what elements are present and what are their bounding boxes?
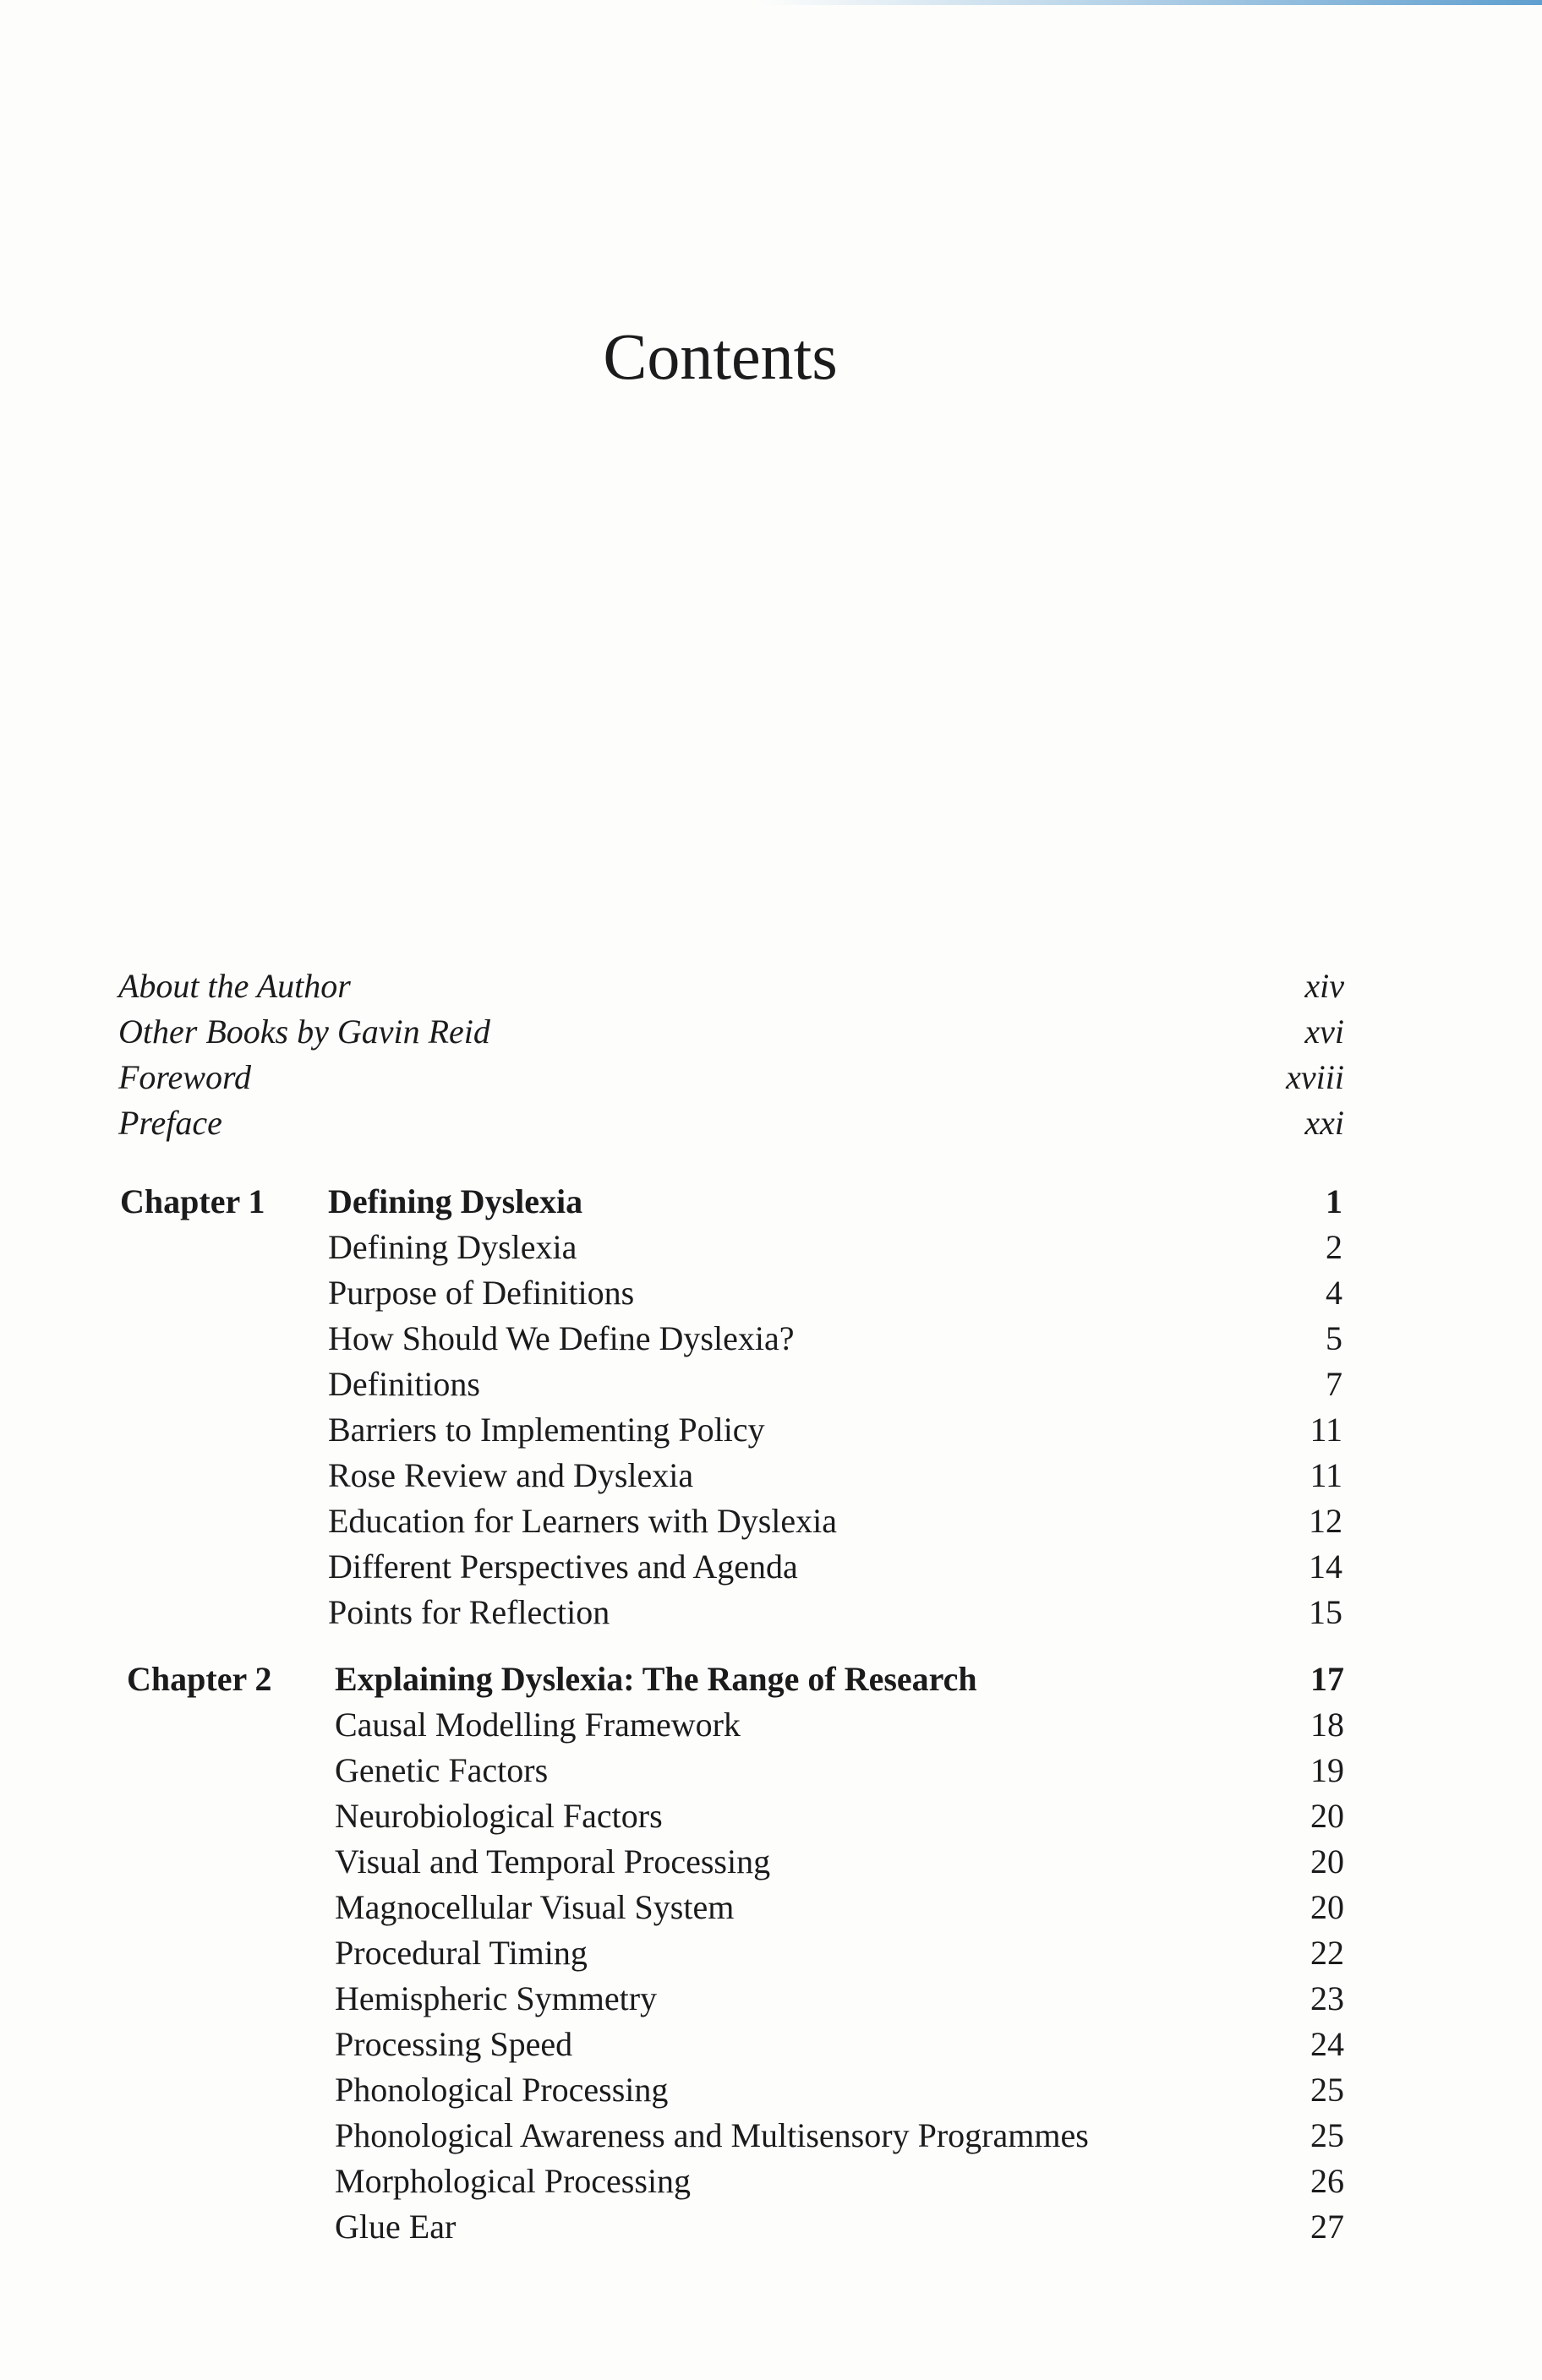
toc-entry-page-number: 19	[1310, 1751, 1344, 1789]
toc-entry-label: Preface	[118, 1104, 222, 1142]
toc-entry-page-number: 27	[1310, 2208, 1344, 2246]
toc-entry-label: Hemispheric Symmetry	[335, 1979, 658, 2017]
toc-entry-page-number: 26	[1310, 2162, 1344, 2200]
toc-entry-label: Magnocellular Visual System	[335, 1888, 735, 1926]
toc-entry-page-number: 11	[1310, 1411, 1342, 1449]
toc-section-entry[interactable]	[328, 1362, 1342, 1407]
toc-entry-label: Points for Reflection	[328, 1593, 610, 1631]
toc-entry-page-number: 5	[1326, 1319, 1342, 1357]
toc-entry-page-number: 22	[1310, 1934, 1344, 1972]
page-title: Contents	[603, 319, 838, 393]
toc-entry-page-number: xiv	[1304, 967, 1344, 1005]
toc-section-entry[interactable]	[335, 1930, 1344, 1976]
toc-entry-label: Foreword	[118, 1058, 252, 1096]
toc-entry-page-number: 18	[1310, 1706, 1344, 1744]
toc-entry-label: Morphological Processing	[335, 2162, 692, 2200]
toc-entry-label: Education for Learners with Dyslexia	[328, 1502, 838, 1540]
toc-entry-page-number: 12	[1309, 1502, 1342, 1540]
toc-entry-label: Phonological Awareness and Multisensory Programmes	[335, 2116, 1089, 2154]
toc-entry-label: Other Books by Gavin Reid	[118, 1013, 490, 1051]
toc-section-entry[interactable]	[335, 2113, 1344, 2159]
toc-section-entry[interactable]	[335, 1885, 1344, 1930]
toc-section-entry[interactable]	[328, 1453, 1342, 1498]
toc-section-entry[interactable]	[328, 1225, 1342, 1270]
toc-entry-page-number: xxi	[1304, 1104, 1344, 1142]
toc-entry-page-number: xvi	[1304, 1013, 1344, 1051]
toc-front-matter-entry[interactable]	[118, 1009, 1344, 1055]
toc-entry-label: Causal Modelling Framework	[335, 1706, 741, 1744]
toc-entry-page-number: 7	[1326, 1365, 1342, 1403]
toc-entry-label: Different Perspectives and Agenda	[328, 1548, 798, 1586]
chapter-label: Chapter 2	[127, 1660, 272, 1698]
toc-front-matter-entry[interactable]	[118, 1055, 1344, 1100]
toc-entry-page-number: 20	[1310, 1797, 1344, 1835]
toc-section-entry[interactable]	[335, 1748, 1344, 1793]
toc-entry-label: Genetic Factors	[335, 1751, 549, 1789]
toc-entry-page-number: 1	[1326, 1182, 1342, 1220]
toc-entry-page-number: 11	[1310, 1456, 1342, 1494]
toc-section-entry[interactable]	[335, 2067, 1344, 2113]
toc-entry-label: Definitions	[328, 1365, 480, 1403]
toc-entry-label: Phonological Processing	[335, 2071, 669, 2109]
toc-entry-page-number: 4	[1326, 1274, 1342, 1312]
toc-section-entry[interactable]	[335, 2204, 1344, 2250]
toc-entry-label: About the Author	[118, 967, 351, 1005]
toc-section-entry[interactable]	[328, 1590, 1342, 1635]
chapter-title: Explaining Dyslexia: The Range of Research	[335, 1660, 977, 1698]
toc-entry-page-number: 2	[1326, 1228, 1342, 1266]
toc-entry-page-number: 24	[1310, 2025, 1344, 2063]
toc-entry-page-number: 14	[1309, 1548, 1342, 1586]
toc-section-entry[interactable]	[335, 1976, 1344, 2022]
toc-entry-label: Purpose of Definitions	[328, 1274, 635, 1312]
toc-section-entry[interactable]	[328, 1544, 1342, 1590]
chapter-title-entry[interactable]	[328, 1179, 1342, 1225]
toc-section-entry[interactable]	[335, 2159, 1344, 2204]
toc-section-entry[interactable]	[335, 1839, 1344, 1885]
toc-entry-label: How Should We Define Dyslexia?	[328, 1319, 795, 1357]
toc-entry-label: Barriers to Implementing Policy	[328, 1411, 765, 1449]
toc-entry-page-number: 25	[1310, 2071, 1344, 2109]
toc-entry-page-number: 20	[1310, 1842, 1344, 1881]
toc-entry-page-number: xviii	[1286, 1058, 1344, 1096]
toc-section-entry[interactable]	[328, 1407, 1342, 1453]
toc-entry-page-number: 20	[1310, 1888, 1344, 1926]
toc-section-entry[interactable]	[328, 1316, 1342, 1362]
toc-entry-label: Processing Speed	[335, 2025, 573, 2063]
toc-entry-label: Neurobiological Factors	[335, 1797, 663, 1835]
toc-entry-label: Visual and Temporal Processing	[335, 1842, 771, 1881]
toc-entry-page-number: 25	[1310, 2116, 1344, 2154]
toc-entry-label: Procedural Timing	[335, 1934, 588, 1972]
toc-section-entry[interactable]	[335, 1702, 1344, 1748]
chapter-label: Chapter 1	[120, 1182, 265, 1220]
toc-entry-label: Glue Ear	[335, 2208, 457, 2246]
toc-entry-label: Defining Dyslexia	[328, 1228, 577, 1266]
toc-entry-page-number: 15	[1309, 1593, 1342, 1631]
toc-section-entry[interactable]	[328, 1498, 1342, 1544]
toc-entry-page-number: 17	[1310, 1660, 1344, 1698]
chapter-title-entry[interactable]	[335, 1657, 1344, 1702]
toc-entry-page-number: 23	[1310, 1979, 1344, 2017]
toc-section-entry[interactable]	[328, 1270, 1342, 1316]
toc-section-entry[interactable]	[335, 1793, 1344, 1839]
toc-front-matter-entry[interactable]	[118, 1100, 1344, 1146]
chapter-title: Defining Dyslexia	[328, 1182, 583, 1220]
toc-front-matter-entry[interactable]	[118, 963, 1344, 1009]
toc-section-entry[interactable]	[335, 2022, 1344, 2067]
toc-entry-label: Rose Review and Dyslexia	[328, 1456, 694, 1494]
